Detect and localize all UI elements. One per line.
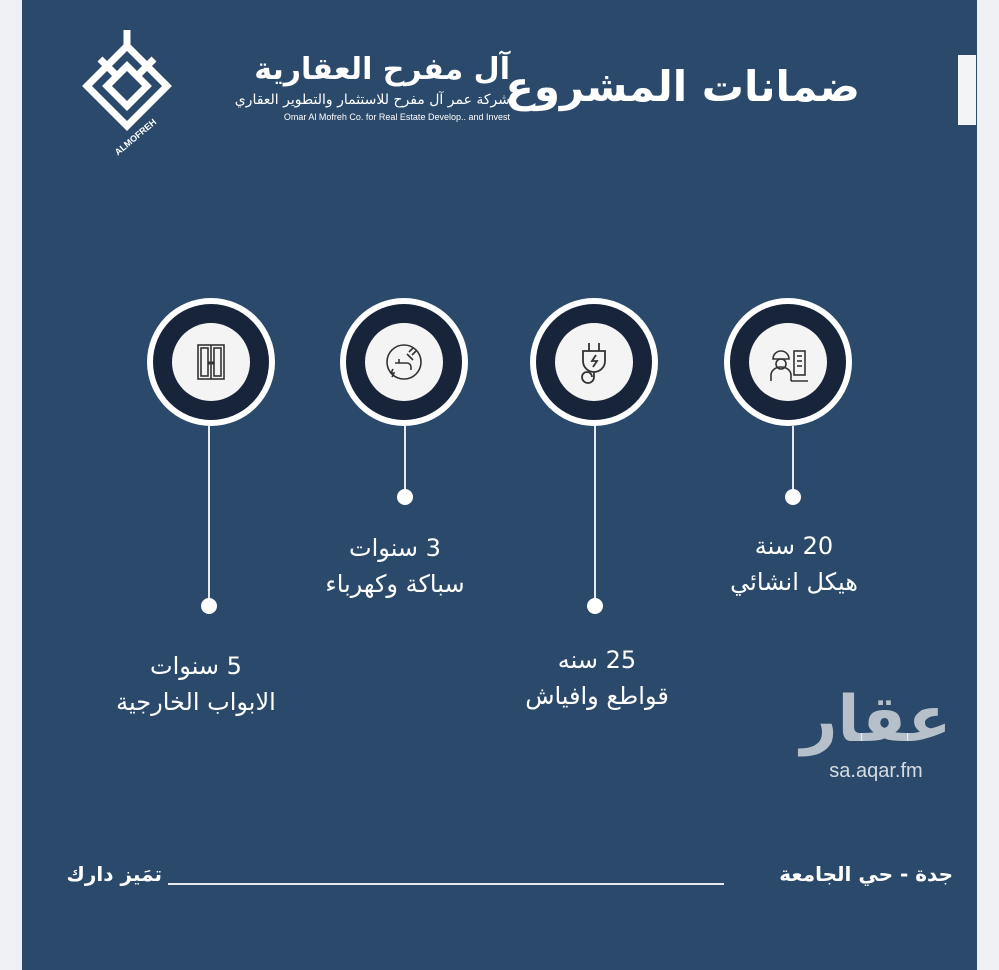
feature-label-structure (664, 528, 924, 600)
connector-line (208, 426, 210, 598)
feature-name: الابواب الخارجية (116, 688, 276, 716)
feature-duration: 25 سنه (557, 646, 637, 674)
footer-divider (168, 883, 724, 885)
connector-dot (587, 598, 603, 614)
feature-label-doors (66, 648, 326, 720)
connector-dot (785, 489, 801, 505)
footer-location: جدة - حي الجامعة (779, 862, 953, 886)
logo-mark-icon (70, 28, 185, 148)
feature-ring-structure (724, 298, 852, 426)
connector-dot (397, 489, 413, 505)
feature-duration: 5 سنوات (150, 652, 242, 680)
feature-ring-doors (147, 298, 275, 426)
feature-name: هيكل انشائي (730, 568, 858, 596)
connector-line (594, 426, 596, 598)
logo-tagline-en: Omar Al Mofreh Co. for Real Estate Develop.. and Invest (283, 112, 510, 122)
feature-label-breakers (467, 642, 727, 714)
feature-name: سباكة وكهرباء (325, 570, 465, 598)
feature-name: قواطع وافياش (525, 682, 669, 710)
connector-line (404, 426, 406, 494)
connector-dot (201, 598, 217, 614)
logo-tagline-ar: شركة عمر آل مفرح للاستثمار والتطوير العقاري (234, 92, 510, 108)
footer-slogan: تمَيز دارك (66, 862, 162, 886)
feature-duration: 3 سنوات (349, 534, 441, 562)
faucet-plug-icon (379, 337, 429, 387)
feature-ring-breakers (530, 298, 658, 426)
door-icon (186, 337, 236, 387)
logo-name: آل مفرح العقارية (254, 52, 510, 87)
logo-mark-text: ALMOFREH (112, 116, 159, 158)
electric-plug-icon (569, 337, 619, 387)
feature-label-plumbing (265, 530, 525, 602)
connector-line (792, 426, 794, 494)
company-logo (70, 28, 510, 158)
construction-worker-building-icon (763, 337, 813, 387)
watermark-ar: عقار (800, 683, 952, 757)
feature-ring-plumbing (340, 298, 468, 426)
watermark-en: sa.aqar.fm (829, 760, 923, 782)
page-title: ضمانات المشروع (505, 62, 860, 111)
feature-duration: 20 سنة (754, 532, 834, 560)
accent-bar (958, 55, 976, 125)
aqar-watermark (796, 680, 956, 783)
